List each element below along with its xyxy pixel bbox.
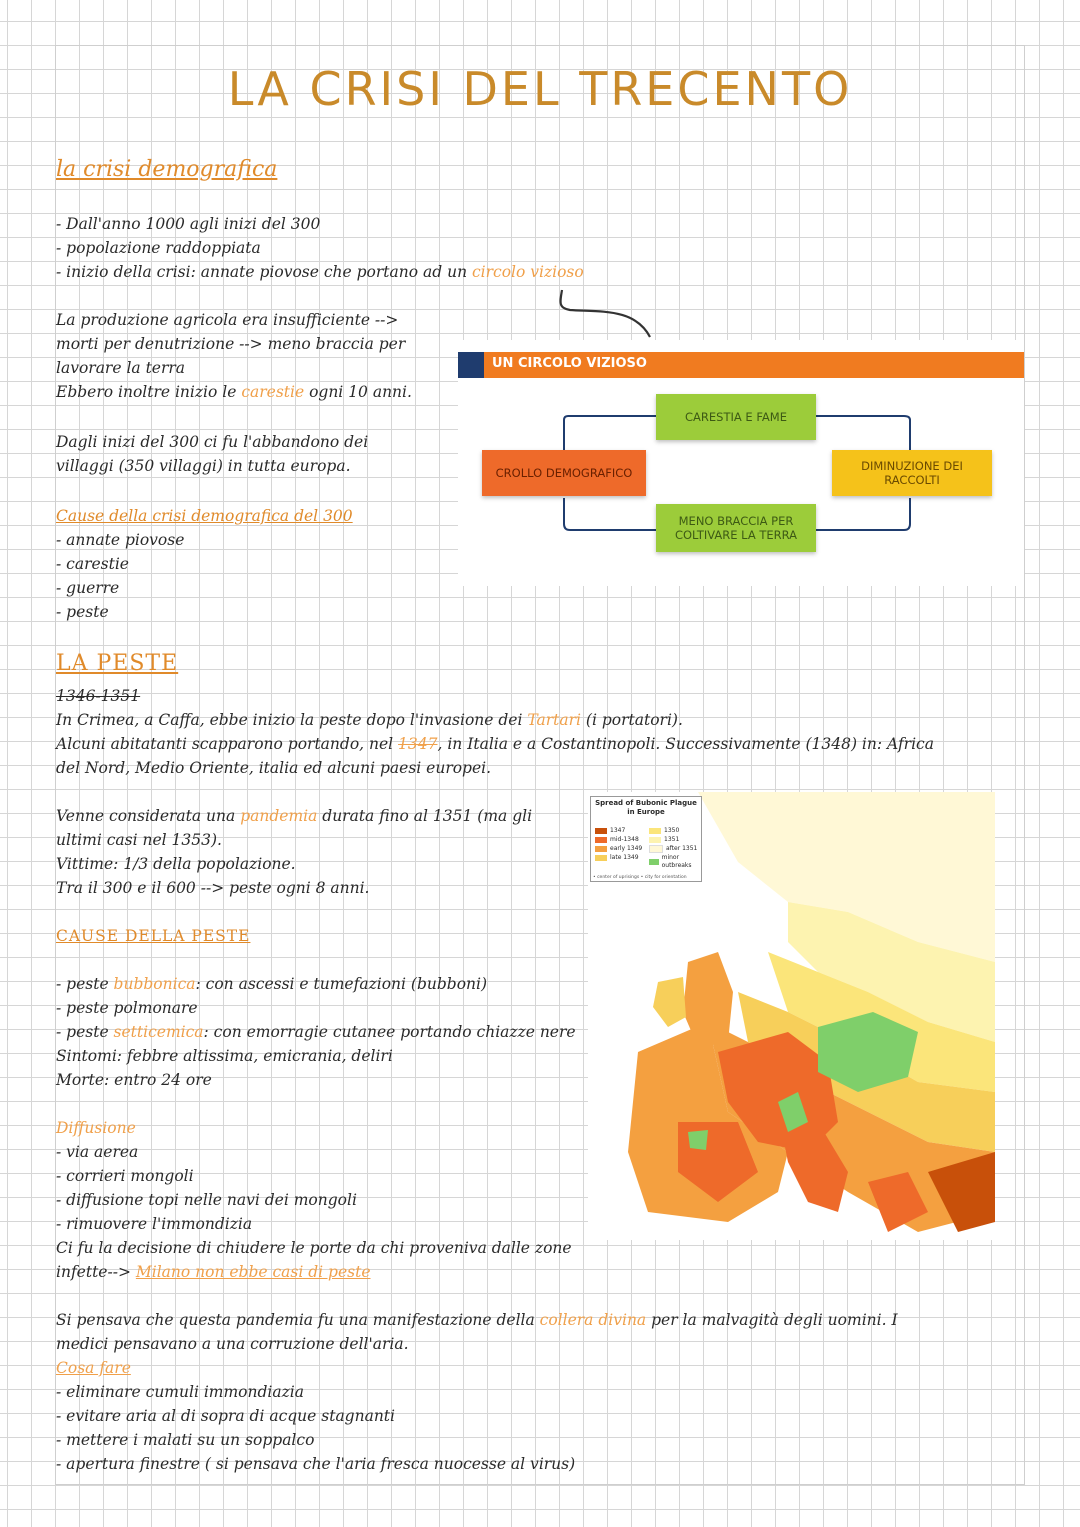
list-item: - eliminare cumuli immondiazia <box>56 1383 304 1401</box>
list-item: - via aerea <box>56 1143 139 1161</box>
text-line: Vittime: 1/3 della popolazione. <box>56 855 296 873</box>
section-heading-cosa-fare: Cosa fare <box>56 1359 131 1377</box>
page-title: LA CRISI DEL TRECENTO <box>227 62 853 116</box>
section-crisi-demografica-heading-block <box>56 158 277 183</box>
text-line: lavorare la terra <box>56 359 186 377</box>
highlight-carestie: carestie <box>241 383 305 401</box>
legend-swatch <box>649 845 663 853</box>
list-item: - peste <box>56 603 109 621</box>
produzione-paragraph <box>56 308 446 404</box>
crisi-demografica-bullets <box>56 212 584 284</box>
legend-item: 1350 <box>649 827 679 835</box>
section-heading-cause-peste: CAUSE DELLA PESTE <box>56 927 251 945</box>
legend-swatch <box>649 828 661 834</box>
map-legend-footnote: • center of uprisings • city for orientation <box>593 875 687 880</box>
list-item: - guerre <box>56 579 120 597</box>
highlight-pandemia: pandemia <box>240 807 318 825</box>
pandemia-paragraph <box>56 804 586 900</box>
cause-peste-list <box>56 972 596 1092</box>
list-item: - peste polmonare <box>56 999 198 1017</box>
list-item: - mettere i malati su un soppalco <box>56 1431 315 1449</box>
text-line: Alcuni abitatanti scapparono portando, nel 1347, in Italia e a Costantinopoli. Successivamente (1348) in: Africa <box>56 735 934 753</box>
highlight-collera-divina: collera divina <box>539 1311 647 1329</box>
section-heading-diffusione: Diffusione <box>56 1119 136 1137</box>
cause-crisi-list <box>56 504 353 624</box>
list-item: - apertura finestre ( si pensava che l'aria fresca nuocesse al virus) <box>56 1455 576 1473</box>
section-heading-crisi-demografica: la crisi demografica <box>56 157 278 182</box>
diffusione-list <box>56 1116 601 1284</box>
text-line: La produzione agricola era insufficiente --> <box>56 311 399 329</box>
list-item: - annate piovose <box>56 531 185 549</box>
highlight-bubbonica: bubbonica <box>113 975 196 993</box>
highlight-1347: 1347 <box>398 735 438 753</box>
highlight-tartari: Tartari <box>527 711 581 729</box>
list-item: - popolazione raddoppiata <box>56 239 261 257</box>
vicious-circle-diagram <box>458 340 1024 586</box>
legend-swatch <box>595 846 607 852</box>
list-item: - peste setticemica: con emorragie cutanee portando chiazze nere <box>56 1023 576 1041</box>
text-line: ultimi casi nel 1353). <box>56 831 222 849</box>
text-line: Ebbero inoltre inizio le carestie ogni 10 anni. <box>56 383 412 401</box>
highlight-setticemica: setticemica <box>113 1023 204 1041</box>
text-line: Tra il 300 e il 600 --> peste ogni 8 anni. <box>56 879 370 897</box>
map-legend <box>590 796 702 882</box>
text-line: Dagli inizi del 300 ci fu l'abbandono dei <box>56 433 369 451</box>
peste-intro <box>56 684 1016 780</box>
text-line: Ci fu la decisione di chiudere le porte da chi proveniva dalle zone <box>56 1239 572 1257</box>
highlight-milano: Milano non ebbe casi di peste <box>135 1263 371 1281</box>
belief-paragraph <box>56 1308 1016 1476</box>
list-item: - evitare aria al di sopra di acque stagnanti <box>56 1407 395 1425</box>
legend-item: 1347 <box>595 827 625 835</box>
text-line: villaggi (350 villaggi) in tutta europa. <box>56 457 351 475</box>
diagram-box-meno-braccia: MENO BRACCIA PER COLTIVARE LA TERRA <box>656 504 816 552</box>
text-line: morti per denutrizione --> meno braccia per <box>56 335 406 353</box>
section-heading-cause-crisi: Cause della crisi demografica del 300 <box>56 507 353 525</box>
legend-swatch <box>649 859 659 865</box>
peste-dates: 1346-1351 <box>56 687 141 705</box>
list-item: - diffusione topi nelle navi dei mongoli <box>56 1191 357 1209</box>
legend-swatch <box>595 837 607 843</box>
legend-item: early 1349 <box>595 845 642 853</box>
legend-item: late 1349 <box>595 854 639 862</box>
cause-peste-heading-block <box>56 924 250 948</box>
highlight-circolo-vizioso: circolo vizioso <box>471 263 584 281</box>
legend-item: 1351 <box>649 836 679 844</box>
legend-item: mid-1348 <box>595 836 639 844</box>
text-line: In Crimea, a Caffa, ebbe inizio la peste dopo l'invasione dei Tartari (i portatori). <box>56 711 683 729</box>
legend-swatch <box>595 855 607 861</box>
list-item: - inizio della crisi: annate piovose che portano ad un circolo vizioso <box>56 263 584 281</box>
legend-swatch <box>595 828 607 834</box>
text-line: medici pensavano a una corruzione dell'aria. <box>56 1335 409 1353</box>
section-peste-heading-block <box>56 652 178 677</box>
diagram-title: UN CIRCOLO VIZIOSO <box>492 356 647 371</box>
legend-item: minor outbreaks <box>649 854 701 870</box>
list-item: - Dall'anno 1000 agli inizi del 300 <box>56 215 321 233</box>
text-line: Si pensava che questa pandemia fu una manifestazione della collera divina per la malvagità degli uomini. I <box>56 1311 898 1329</box>
diagram-box-carestia: CARESTIA E FAME <box>656 394 816 440</box>
list-item: - carestie <box>56 555 129 573</box>
abbandono-paragraph <box>56 430 446 478</box>
list-item: - corrieri mongoli <box>56 1167 194 1185</box>
text-line: Sintomi: febbre altissima, emicrania, deliri <box>56 1047 393 1065</box>
list-item: - rimuovere l'immondizia <box>56 1215 253 1233</box>
text-line: infette--> Milano non ebbe casi di peste <box>56 1263 371 1281</box>
list-item: - peste bubbonica: con ascessi e tumefazioni (bubboni) <box>56 975 488 993</box>
diagram-box-diminuzione: DIMINUZIONE DEI RACCOLTI <box>832 450 992 496</box>
map-legend-title: Spread of Bubonic Plague in Europe <box>595 799 697 816</box>
text-line: del Nord, Medio Oriente, italia ed alcuni paesi europei. <box>56 759 492 777</box>
diagram-box-crollo: CROLLO DEMOGRAFICO <box>482 450 646 496</box>
section-heading-peste: LA PESTE <box>56 651 179 676</box>
plague-spread-map <box>588 792 995 1240</box>
legend-item: after 1351 <box>649 845 697 853</box>
text-line: Venne considerata una pandemia durata fino al 1351 (ma gli <box>56 807 533 825</box>
text-line: Morte: entro 24 ore <box>56 1071 212 1089</box>
legend-swatch <box>649 837 661 843</box>
